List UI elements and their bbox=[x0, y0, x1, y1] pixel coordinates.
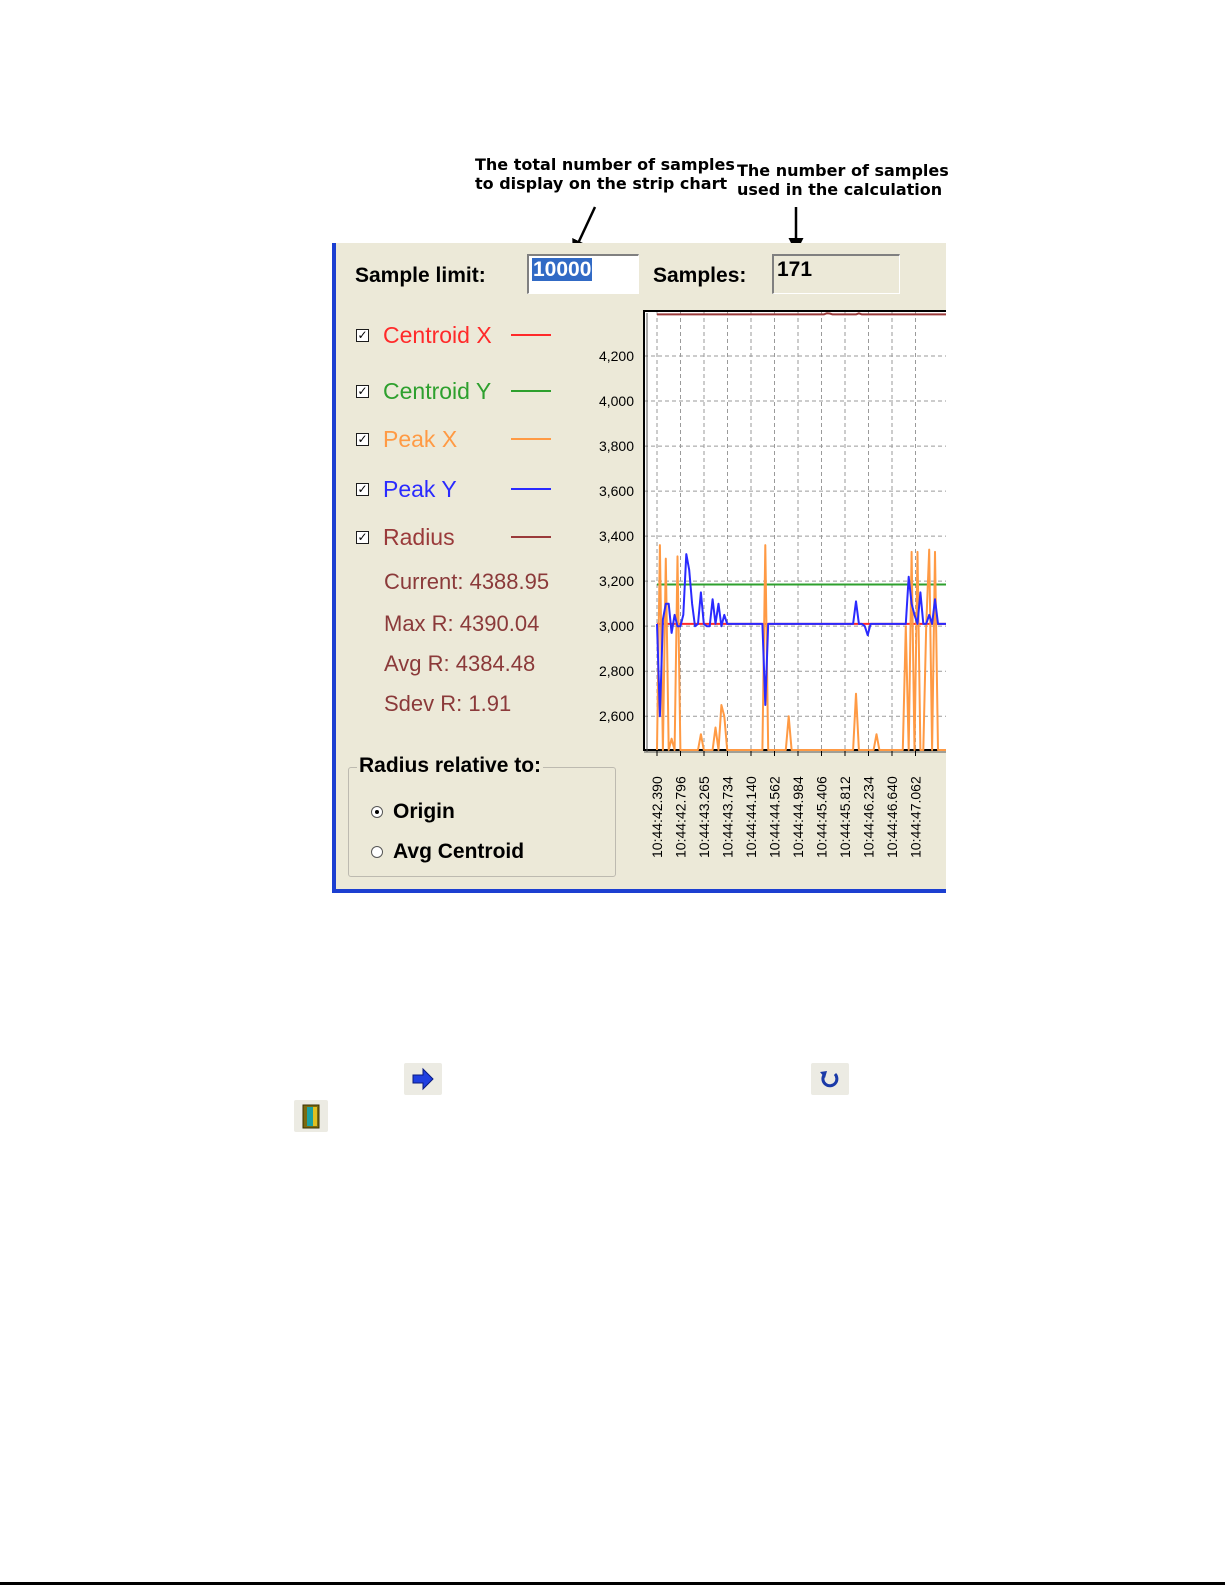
x-tick-label: 10:44:43.734 bbox=[719, 776, 736, 858]
stat-sdev: Sdev R: 1.91 bbox=[384, 691, 512, 716]
radius-relative-title: Radius relative to: bbox=[359, 754, 542, 777]
arrow-right-icon[interactable] bbox=[404, 1063, 442, 1095]
y-tick-label: 3,200 bbox=[598, 573, 634, 590]
sample-limit-annotation: The total number of samples to display on the strip chart bbox=[475, 155, 735, 193]
y-tick-label: 2,800 bbox=[598, 663, 634, 680]
radio-origin-label: Origin bbox=[393, 800, 455, 823]
x-tick-label: 10:44:43.265 bbox=[696, 776, 712, 858]
y-tick-label: 3,000 bbox=[598, 618, 634, 635]
checkbox-peak-y[interactable]: ✓ bbox=[357, 481, 368, 496]
radio-avg-centroid-label: Avg Centroid bbox=[393, 840, 525, 863]
door-exit-icon[interactable] bbox=[294, 1100, 328, 1132]
sample-limit-label: Sample limit: bbox=[355, 264, 486, 287]
x-tick-label: 10:44:42.390 bbox=[649, 776, 665, 858]
legend-label-radius: Radius bbox=[383, 523, 455, 550]
x-tick-label: 10:44:46.640 bbox=[884, 776, 900, 858]
y-tick-label: 3,600 bbox=[598, 483, 634, 500]
refresh-icon[interactable] bbox=[811, 1063, 849, 1095]
x-tick-label: 10:44:46.234 bbox=[860, 776, 877, 858]
checkbox-centroid-x[interactable]: ✓ bbox=[357, 327, 368, 342]
series-line-radius bbox=[657, 313, 946, 314]
x-tick-label: 10:44:44.562 bbox=[766, 776, 783, 858]
strip-chart bbox=[336, 243, 946, 893]
legend-label-centroid-x: Centroid X bbox=[383, 321, 492, 348]
x-tick-label: 10:44:45.812 bbox=[837, 776, 853, 858]
legend-label-peak-x: Peak X bbox=[383, 425, 458, 452]
checkbox-radius[interactable]: ✓ bbox=[357, 529, 368, 544]
x-tick-label: 10:44:45.406 bbox=[813, 776, 830, 858]
y-tick-label: 4,200 bbox=[598, 348, 634, 365]
x-tick-label: 10:44:47.062 bbox=[907, 776, 924, 858]
y-tick-label: 3,400 bbox=[598, 528, 634, 545]
samples-value: 171 bbox=[777, 258, 813, 281]
y-tick-label: 3,800 bbox=[598, 438, 634, 455]
legend-label-centroid-y: Centroid Y bbox=[383, 377, 492, 404]
sample-limit-value: 10000 bbox=[533, 258, 592, 281]
y-tick-label: 2,600 bbox=[598, 708, 634, 725]
annotation-arrows bbox=[0, 0, 1225, 260]
plot-area bbox=[644, 311, 946, 750]
stat-avg: Avg R: 4384.48 bbox=[384, 651, 536, 676]
stat-current: Current: 4388.95 bbox=[384, 569, 550, 594]
x-tick-label: 10:44:44.984 bbox=[790, 776, 806, 858]
legend-label-peak-y: Peak Y bbox=[383, 475, 457, 502]
y-tick-label: 4,000 bbox=[598, 393, 634, 410]
samples-annotation: The number of samples used in the calculation bbox=[737, 161, 949, 199]
checkbox-centroid-y[interactable]: ✓ bbox=[357, 383, 368, 398]
checkbox-peak-x[interactable]: ✓ bbox=[357, 431, 368, 446]
radius-stats-panel bbox=[332, 243, 946, 893]
x-tick-label: 10:44:42.796 bbox=[672, 776, 689, 858]
samples-label: Samples: bbox=[653, 264, 747, 287]
x-tick-label: 10:44:44.140 bbox=[743, 776, 759, 858]
stat-max: Max R: 4390.04 bbox=[384, 611, 540, 636]
